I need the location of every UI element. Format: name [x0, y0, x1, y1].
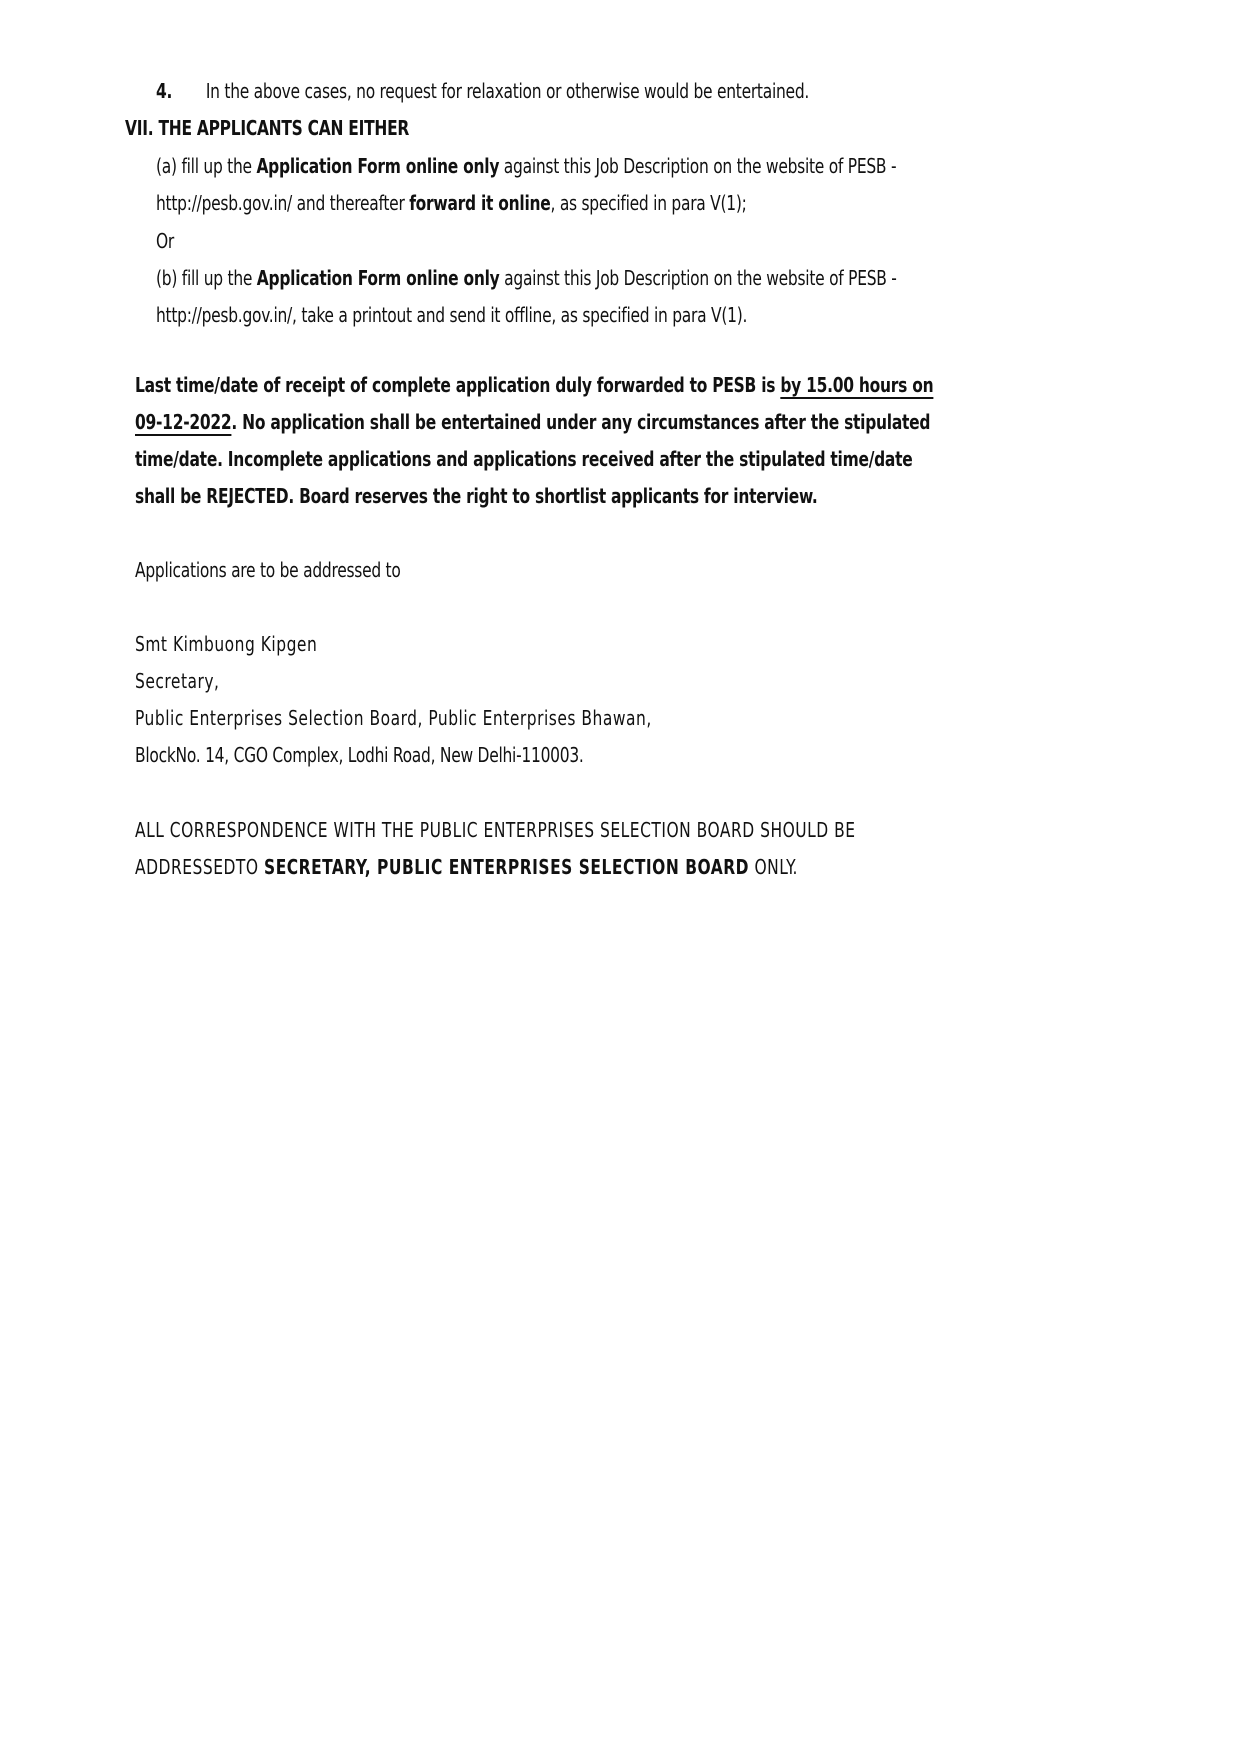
option-a-line-1: [156, 154, 896, 178]
deadline-line-1: [135, 373, 933, 397]
or-text: Or: [156, 229, 175, 253]
option-b-prefix: (b) fill up the: [156, 266, 257, 290]
address-line-1: Public Enterprises Selection Board, Public Enterprises Bhawan,: [135, 706, 652, 730]
deadline-rest: . No application shall be entertained under any circumstances after the stipulated: [231, 410, 931, 434]
option-a-mid: against this Job Description on the website of PESB -: [499, 154, 897, 178]
correspondence-line-1: ALL CORRESPONDENCE WITH THE PUBLIC ENTERPRISES SELECTION BOARD SHOULD BE: [135, 818, 856, 842]
section-heading: VII. THE APPLICANTS CAN EITHER: [125, 116, 410, 140]
address-line-2: BlockNo. 14, CGO Complex, Lodhi Road, New Delhi-110003.: [135, 743, 584, 767]
deadline-line-4: shall be REJECTED. Board reserves the right to shortlist applicants for interview.: [135, 484, 818, 508]
option-a-bold: Application Form online only: [256, 154, 500, 178]
deadline-line-2: [135, 410, 930, 434]
deadline-line-3: time/date. Incomplete applications and applications received after the stipulated time/date: [135, 447, 913, 471]
option-a-end: , as specified in para V(1);: [550, 191, 747, 215]
item-4: [156, 79, 809, 103]
address-designation: Secretary,: [135, 669, 220, 693]
deadline-time: by 15.00 hours on: [780, 373, 934, 397]
option-a-line-2: [156, 191, 747, 215]
address-name: Smt Kimbuong Kipgen: [135, 632, 318, 656]
deadline-start: Last time/date of receipt of complete application duly forwarded to PESB is: [135, 373, 781, 397]
option-b-bold: Application Form online only: [256, 266, 500, 290]
option-a-prefix: (a) fill up the: [156, 154, 257, 178]
option-b-line-1: [156, 266, 897, 290]
deadline-date: 09-12-2022: [135, 410, 232, 434]
correspondence-addressee: SECRETARY, PUBLIC ENTERPRISES SELECTION BOARD: [264, 855, 750, 879]
item-number: 4.: [156, 79, 173, 103]
option-b-mid: against this Job Description on the website of PESB -: [499, 266, 897, 290]
item-text: In the above cases, no request for relaxation or otherwise would be entertained.: [205, 79, 810, 103]
address-intro: Applications are to be addressed to: [135, 558, 401, 582]
option-a-forward: forward it online: [409, 191, 551, 215]
correspondence-start: ADDRESSEDTO: [135, 855, 265, 879]
option-a-url: http://pesb.gov.in/ and thereafter: [156, 191, 410, 215]
correspondence-line-2: [135, 855, 798, 879]
option-b-line-2: http://pesb.gov.in/, take a printout and send it offline, as specified in para V(1).: [156, 303, 748, 327]
correspondence-end: ONLY.: [749, 855, 798, 879]
